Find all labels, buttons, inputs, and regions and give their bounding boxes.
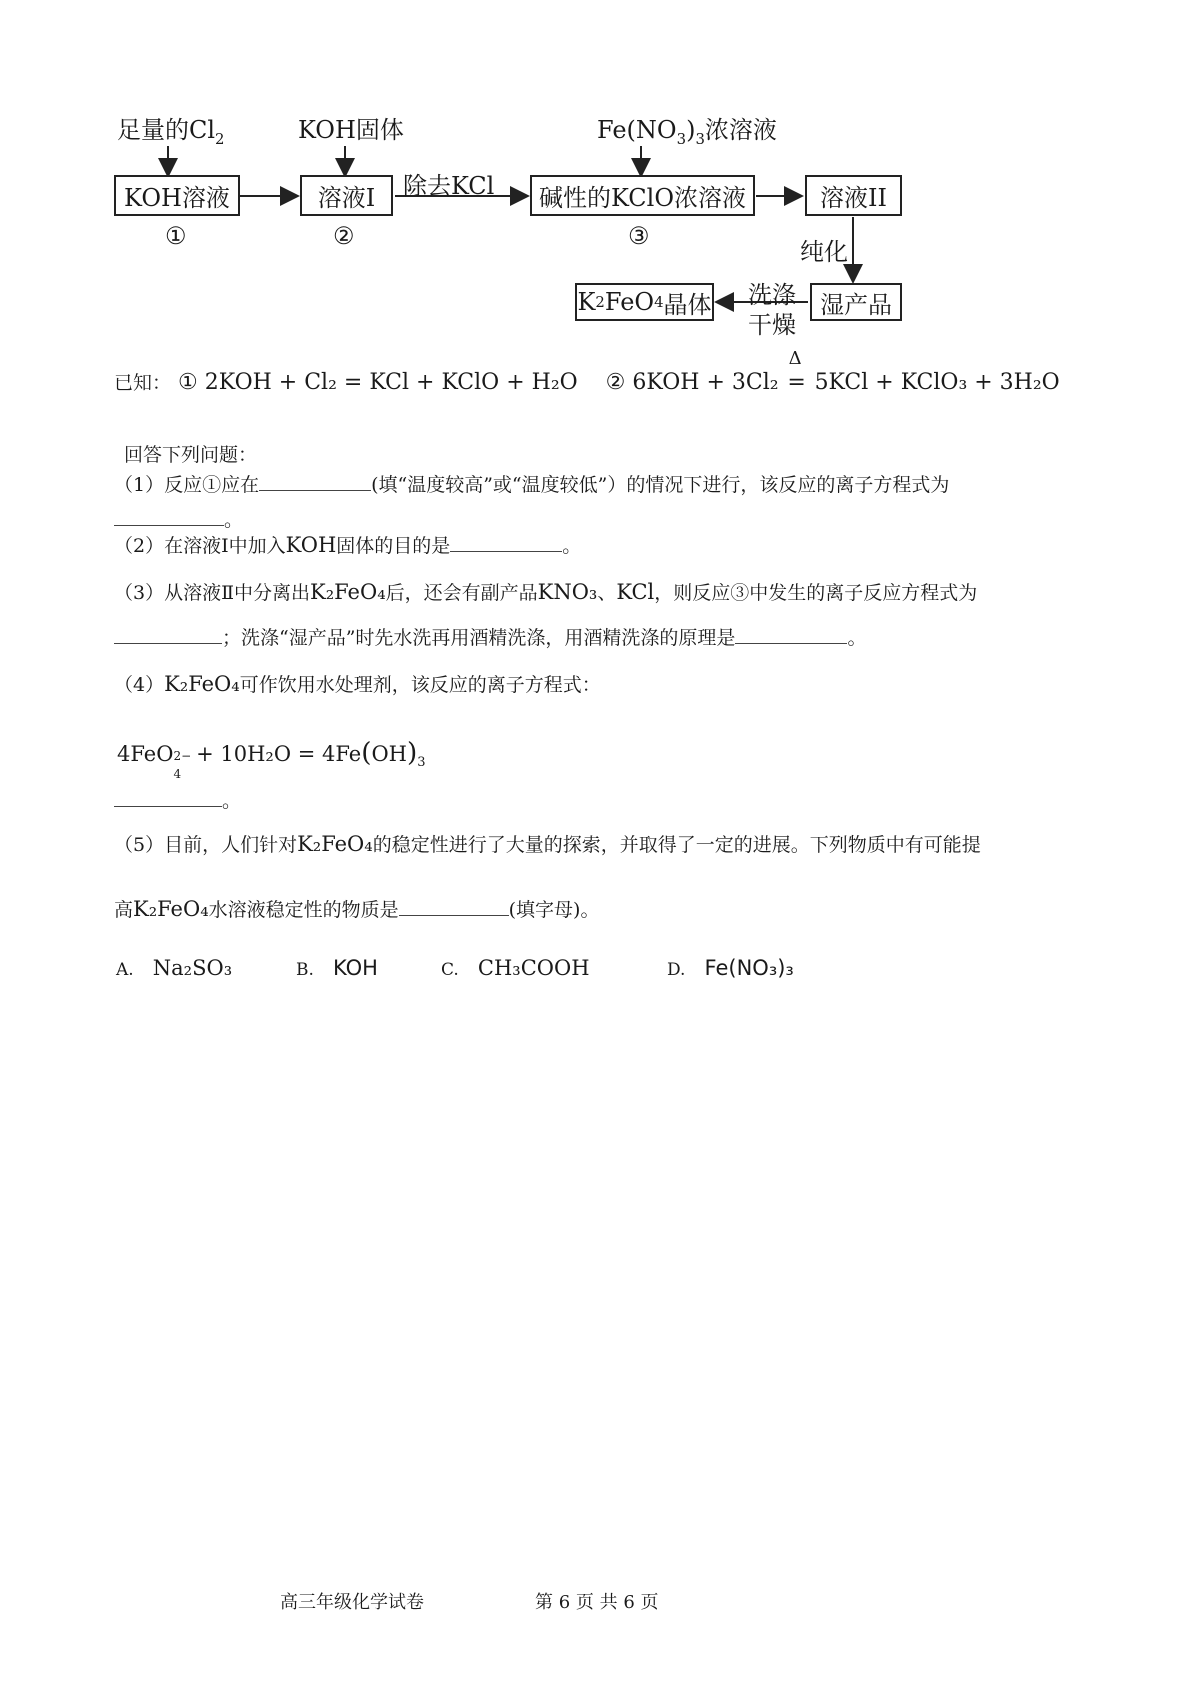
step-3: ③ [628, 222, 650, 250]
label-remove-kcl: 除去KCl [403, 172, 495, 200]
q5-blank[interactable] [399, 895, 509, 916]
question-4-line-3 [114, 786, 241, 813]
label-wash: 洗涤 [748, 281, 796, 309]
q3-blank-2[interactable] [735, 623, 847, 644]
step-1: ① [165, 222, 187, 250]
q2-koh: KOH [285, 533, 337, 557]
question-3-line-2 [114, 623, 866, 650]
box-solution-2: 溶液II [805, 175, 902, 216]
option-a-letter: A. [116, 960, 134, 980]
option-a-formula: Na₂SO₃ [152, 956, 233, 980]
q1-blank-2[interactable] [114, 505, 224, 526]
option-d[interactable] [667, 956, 794, 980]
q4-text-a: （4） [114, 674, 165, 696]
q1-end: 。 [224, 509, 244, 531]
q5-k2feo4-b: K₂FeO₄ [133, 897, 209, 921]
equal-sign: = [787, 370, 806, 395]
q4-eq-water: + 10H₂O = 4Fe [189, 742, 362, 766]
known-eq-2-left: ② 6KOH + 3Cl₂ [605, 370, 779, 395]
box-k2feo4-crystal: K 2 FeO 4 晶体 [575, 283, 714, 321]
box-koh-solution: KOH溶液 [114, 175, 240, 216]
question-4-equation: 4FeO 2− 4 + $10H_2O = 4Fe(OH)_3$ [117, 738, 426, 781]
q5-text-b: 的稳定性进行了大量的探索，并取得了一定的进展。下列物质中有可能提 [372, 834, 981, 856]
option-a[interactable] [116, 956, 232, 980]
label-purify: 纯化 [800, 238, 848, 266]
step-2: ② [333, 222, 355, 250]
known-eq-2-right: 5KCl + KClO₃ + 3H₂O [814, 370, 1060, 395]
option-b[interactable] [296, 956, 378, 980]
q3-end: 。 [847, 627, 867, 649]
q2-blank[interactable] [450, 531, 562, 552]
q3-text-d: ；洗涤“湿产品”时先水洗再用酒精洗涤，用酒精洗涤的原理是 [222, 627, 736, 649]
box-solution-1: 溶液I [300, 175, 393, 216]
option-b-formula: KOH [333, 956, 378, 980]
question-5-line-2 [114, 895, 599, 922]
q1-text-b: (填“温度较高”或“温度较低”）的情况下进行，该反应的离子方程式为 [371, 474, 950, 496]
question-5 [114, 830, 981, 857]
label-dry: 干燥 [748, 311, 796, 339]
known-prefix: 已知： [114, 372, 172, 394]
q3-text-a: （3）从溶液Ⅱ中分离出 [114, 582, 311, 604]
q4-eq-oh: OH [371, 742, 407, 766]
option-d-letter: D. [667, 960, 686, 980]
q4-eq-sup: 2− [173, 749, 192, 763]
footer-page-number: 第 6 页 共 6 页 [535, 1592, 659, 1613]
input-fe-no3: $Fe(NO_3)_3$浓溶液 [597, 116, 777, 148]
known-eq-1: ① 2KOH + Cl₂ = KCl + KClO + H₂O [178, 370, 578, 395]
q3-text-b: 后，还会有副产品 [385, 582, 538, 604]
question-2 [114, 531, 581, 558]
q2-text-a: （2）在溶液Ⅰ中加入 [114, 535, 286, 557]
q4-eq-sub: 4 [173, 767, 182, 781]
input-koh-solid: KOH固体 [298, 116, 404, 144]
q4-text-b: 可作饮用水处理剂，该反应的离子方程式： [239, 674, 601, 696]
questions-intro: 回答下列问题： [124, 444, 258, 466]
q3-text-c: ，则反应③中发生的离子反应方程式为 [654, 582, 978, 604]
box-wet-product: 湿产品 [810, 283, 902, 321]
known-eq-2-heat-sign [786, 348, 808, 395]
q1-text-a: （1）反应①应在 [114, 474, 260, 496]
question-4 [114, 670, 601, 697]
q3-kno3: KNO₃ [537, 580, 598, 604]
q3-blank-1[interactable] [114, 623, 222, 644]
q5-text-e: (填字母)。 [508, 899, 600, 921]
question-1 [114, 470, 949, 497]
q3-sep: 、 [597, 582, 617, 604]
question-1-line-2 [114, 505, 243, 532]
option-c-letter: C. [441, 960, 459, 980]
question-3 [114, 578, 977, 605]
q3-k2feo4: K₂FeO₄ [310, 580, 386, 604]
q4-eq-feo4: 4FeO [117, 742, 174, 766]
q4-k2feo4: K₂FeO₄ [164, 672, 240, 696]
q1-blank-1[interactable] [259, 470, 371, 491]
option-b-letter: B. [296, 960, 314, 980]
q5-text-c: 高 [114, 899, 134, 921]
heat-delta: Δ [788, 348, 802, 369]
input-cl2: 足量的$Cl_2$ [117, 116, 225, 148]
known-equations [114, 348, 1060, 395]
q2-text-c: 固体的目的是 [336, 535, 451, 557]
q5-k2feo4: K₂FeO₄ [297, 832, 373, 856]
footer-title: 高三年级化学试卷 [280, 1592, 424, 1613]
q4-end: 。 [222, 790, 242, 812]
q3-kcl: KCl [616, 580, 655, 604]
q5-text-d: 水溶液稳定性的物质是 [208, 899, 399, 921]
option-d-formula: Fe(NO₃)₃ [704, 956, 794, 980]
q4-eq-sub3: 3 [417, 755, 426, 771]
q5-text-a: （5）目前，人们针对 [114, 834, 298, 856]
q4-blank[interactable] [114, 786, 222, 807]
option-c[interactable] [441, 956, 590, 980]
option-c-formula: CH₃COOH [477, 956, 590, 980]
q2-end: 。 [562, 535, 582, 557]
box-alkaline-kclo: 碱性的KClO浓溶液 [530, 175, 755, 216]
